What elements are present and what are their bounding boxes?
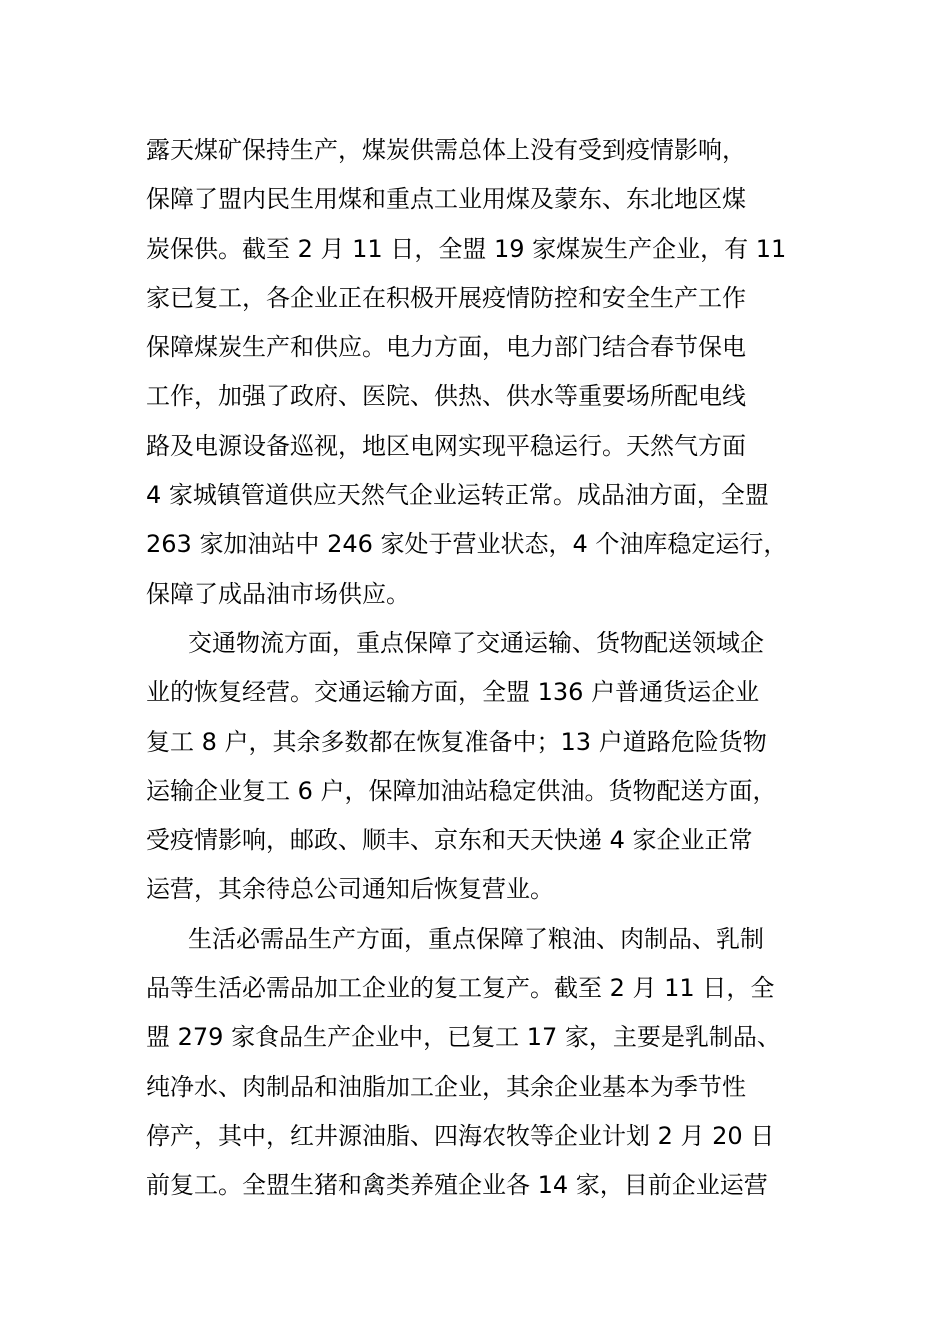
text-line: 炭保供。截至 2 月 11 日，全盟 19 家煤炭生产企业，有 11 (146, 234, 787, 263)
text-line: 路及电源设备巡视，地区电网实现平稳运行。天然气方面 (146, 431, 746, 460)
text-line: 受疫情影响，邮政、顺丰、京东和天天快递 4 家企业正常 (146, 826, 753, 855)
paragraph-start-line: 生活必需品生产方面，重点保障了粮油、肉制品、乳制 (188, 924, 764, 953)
text-line: 运输企业复工 6 户，保障加油站稳定供油。货物配送方面， (146, 776, 777, 805)
text-line: 前复工。全盟生猪和禽类养殖企业各 14 家，目前企业运营 (146, 1171, 768, 1200)
text-line: 纯净水、肉制品和油脂加工企业，其余企业基本为季节性 (146, 1072, 746, 1101)
text-line: 4 家城镇管道供应天然气企业运转正常。成品油方面，全盟 (146, 481, 769, 510)
text-line: 业的恢复经营。交通运输方面，全盟 136 户普通货运企业 (146, 678, 760, 707)
body-text (146, 126, 836, 1211)
text-line: 家已复工，各企业正在积极开展疫情防控和安全生产工作 (146, 283, 746, 312)
paragraph-start-line: 交通物流方面，重点保障了交通运输、货物配送领域企 (188, 628, 764, 657)
text-line: 品等生活必需品加工企业的复工复产。截至 2 月 11 日，全 (146, 974, 775, 1003)
text-line: 运营，其余待总公司通知后恢复营业。 (146, 875, 554, 904)
text-line: 保障了盟内民生用煤和重点工业用煤及蒙东、东北地区煤 (146, 185, 746, 214)
text-line: 停产，其中，红井源油脂、四海农牧等企业计划 2 月 20 日 (146, 1121, 775, 1150)
text-line: 工作，加强了政府、医院、供热、供水等重要场所配电线 (146, 382, 746, 411)
text-line: 263 家加油站中 246 家处于营业状态，4 个油库稳定运行， (146, 530, 788, 559)
text-line: 盟 279 家食品生产企业中，已复工 17 家，主要是乳制品、 (146, 1023, 781, 1052)
text-line: 保障煤炭生产和供应。电力方面，电力部门结合春节保电 (146, 333, 746, 362)
text-line: 复工 8 户，其余多数都在恢复准备中；13 户道路危险货物 (146, 727, 767, 756)
text-line: 保障了成品油市场供应。 (146, 579, 410, 608)
text-line: 露天煤矿保持生产，煤炭供需总体上没有受到疫情影响， (146, 136, 746, 164)
